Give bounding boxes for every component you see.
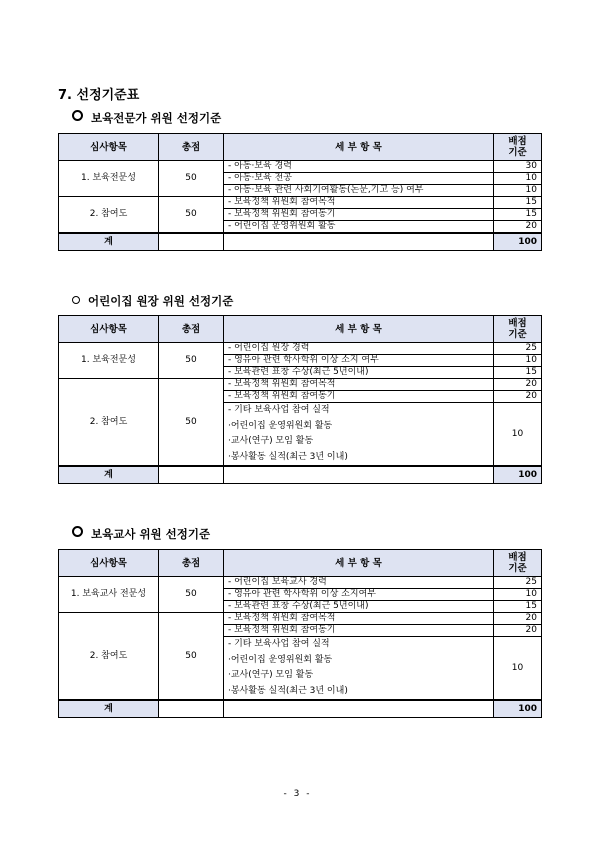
header-detail: 세 부 항 목 — [224, 316, 494, 343]
category-name: 1. 보육전문성 — [59, 343, 159, 379]
subsection-title-1: 보육전문가 위원 선정기준 — [72, 110, 221, 126]
detail-item: - 아동·보육 관련 사회기여활동(논문,기고 등) 여부 — [224, 185, 494, 197]
detail-score: 10 — [494, 589, 542, 601]
table-row — [59, 161, 542, 173]
total-score: 100 — [494, 466, 542, 484]
detail-item: - 영유아 관련 학사학위 이상 소지여부 — [224, 589, 494, 601]
detail-score: 10 — [494, 355, 542, 367]
total-score: 100 — [494, 700, 542, 718]
circle-bullet-icon — [72, 110, 83, 121]
detail-score: 15 — [494, 601, 542, 613]
category-name: 1. 보육교사 전문성 — [59, 577, 159, 613]
total-row — [59, 233, 542, 251]
header-detail: 세 부 항 목 — [224, 550, 494, 577]
detail-score: 10 — [494, 173, 542, 185]
table-row — [59, 613, 542, 625]
detail-score: 20 — [494, 625, 542, 637]
category-total: 50 — [159, 197, 224, 234]
detail-score: 20 — [494, 221, 542, 234]
header-score: 배점 기준 — [494, 550, 542, 577]
total-label: 계 — [59, 700, 159, 718]
detail-score: 10 — [494, 637, 542, 701]
criteria-table-1 — [58, 133, 542, 251]
detail-score: 25 — [494, 577, 542, 589]
detail-score: 10 — [494, 185, 542, 197]
header-item: 심사항목 — [59, 550, 159, 577]
detail-item-multiline: - 기타 보육사업 참여 실적 ·어린이집 운영위원회 활동 ·교사(연구) 모임 활동 ·봉사활동 실적(최근 3년 이내) — [224, 637, 494, 701]
header-score: 배점 기준 — [494, 316, 542, 343]
category-name: 2. 참여도 — [59, 379, 159, 467]
subsection-title-3: 보육교사 위원 선정기준 — [72, 526, 210, 542]
table-row — [59, 379, 542, 391]
total-row — [59, 466, 542, 484]
total-label: 계 — [59, 466, 159, 484]
criteria-table-3 — [58, 549, 542, 718]
category-total: 50 — [159, 161, 224, 197]
detail-score: 10 — [494, 403, 542, 467]
total-label: 계 — [59, 233, 159, 251]
total-score: 100 — [494, 233, 542, 251]
detail-item: - 보육관련 표창 수상(최근 5년이내) — [224, 601, 494, 613]
category-total: 50 — [159, 577, 224, 613]
header-total: 총점 — [159, 316, 224, 343]
detail-item: - 아동·보육 경력 — [224, 161, 494, 173]
table-header-row — [59, 550, 542, 577]
category-name: 2. 참여도 — [59, 613, 159, 701]
table-header-row — [59, 134, 542, 161]
detail-score: 25 — [494, 343, 542, 355]
total-row — [59, 700, 542, 718]
detail-item: - 보육정책 위원회 참여동기 — [224, 625, 494, 637]
detail-score: 30 — [494, 161, 542, 173]
detail-item: - 보육정책 위원회 참여목적 — [224, 613, 494, 625]
detail-score: 15 — [494, 367, 542, 379]
category-total: 50 — [159, 343, 224, 379]
circle-bullet-icon — [72, 296, 80, 304]
subsection-title-2: 어린이집 원장 위원 선정기준 — [72, 293, 233, 309]
category-total: 50 — [159, 613, 224, 701]
header-item: 심사항목 — [59, 134, 159, 161]
detail-item: - 보육관련 표창 수상(최근 5년이내) — [224, 367, 494, 379]
detail-score: 20 — [494, 613, 542, 625]
detail-item-multiline: - 기타 보육사업 참여 실적 ·어린이집 운영위원회 활동 ·교사(연구) 모임 활동 ·봉사활동 실적(최근 3년 이내) — [224, 403, 494, 467]
detail-score: 20 — [494, 391, 542, 403]
detail-score: 20 — [494, 379, 542, 391]
detail-item: - 아동·보육 전공 — [224, 173, 494, 185]
criteria-table-2 — [58, 315, 542, 484]
detail-score: 15 — [494, 209, 542, 221]
category-total: 50 — [159, 379, 224, 467]
detail-item: - 보육정책 위원회 참여목적 — [224, 197, 494, 209]
table-header-row — [59, 316, 542, 343]
page-number: - 3 - — [283, 789, 312, 799]
header-detail: 세 부 항 목 — [224, 134, 494, 161]
detail-item: - 보육정책 위원회 참여목적 — [224, 379, 494, 391]
header-item: 심사항목 — [59, 316, 159, 343]
detail-item: - 보육정책 위원회 참여동기 — [224, 391, 494, 403]
detail-score: 15 — [494, 197, 542, 209]
header-total: 총점 — [159, 550, 224, 577]
detail-item: - 영유아 관련 학사학위 이상 소지 여부 — [224, 355, 494, 367]
table-row — [59, 577, 542, 589]
section-title: 7. 선정기준표 — [58, 88, 140, 103]
circle-bullet-icon — [72, 526, 83, 537]
table-row — [59, 343, 542, 355]
category-name: 1. 보육전문성 — [59, 161, 159, 197]
detail-item: - 어린이집 운영위원회 활동 — [224, 221, 494, 234]
category-name: 2. 참여도 — [59, 197, 159, 234]
table-row — [59, 197, 542, 209]
header-score: 배점 기준 — [494, 134, 542, 161]
detail-item: - 보육정책 위원회 참여동기 — [224, 209, 494, 221]
header-total: 총점 — [159, 134, 224, 161]
detail-item: - 어린이집 원장 경력 — [224, 343, 494, 355]
detail-item: - 어린이집 보육교사 경력 — [224, 577, 494, 589]
